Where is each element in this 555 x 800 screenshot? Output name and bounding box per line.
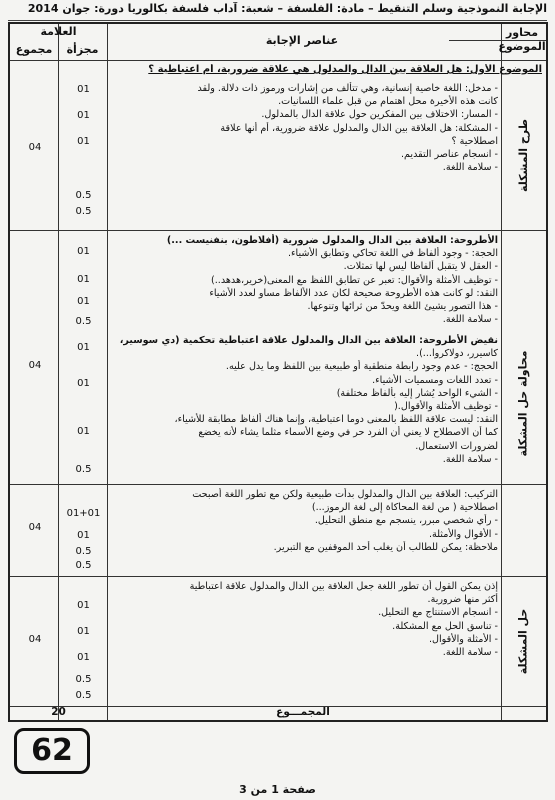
thesis-line: - سلامة اللغة.	[442, 314, 498, 326]
antithesis-line: كاسيرر، دولاكروا...).	[416, 348, 498, 360]
synthesis-line: - الأقوال والأمثلة.	[428, 528, 498, 540]
section-total: 04	[28, 360, 42, 371]
grading-table	[8, 22, 548, 722]
synthesis-section	[108, 488, 498, 554]
synthesis-line: اصطلاحية ( من لغة المحاكاة إلى لغة الرموز...)	[311, 502, 498, 514]
antithesis-line: لضرورات الاستعمال.	[415, 440, 498, 452]
mark: 0.5	[75, 690, 92, 701]
antithesis-section	[108, 334, 498, 466]
conclusion-line: - انسجام الاستنتاج مع التحليل.	[378, 607, 498, 619]
intro-total	[12, 82, 58, 230]
antithesis-line: نقيض الأطروحة: العلاقة بين الدال والمدلول علاقة اعتباطية تحكمية (دي سوسير،	[119, 335, 498, 346]
mark-header: العلامة	[40, 25, 77, 38]
antithesis-line: النقد: ليست علاقة اللفظ بالمعنى دوما اعتباطية، وإنما هناك ألفاظ مطابقة للأشياء،	[174, 414, 498, 426]
partial-header: مجزأة	[66, 43, 99, 56]
middle-total	[12, 230, 58, 484]
section-total: 04	[28, 142, 42, 153]
axis-problem: طرح المشكلة	[516, 118, 530, 192]
mark: 01	[77, 110, 90, 121]
axis-solution-attempt: محاولة حل المشكلة	[516, 350, 530, 456]
intro-line: - مدخل: اللغة خاصية إنسانية، وهي تتألف من إشارات ورموز ذات دلالة. ولقد	[197, 83, 498, 94]
thesis-line: - توظيف الأمثلة والأقوال: تعبر عن تطابق اللفظ مع المعنى(خرير،هدهد..)	[211, 274, 498, 286]
intro-line: - سلامة اللغة.	[442, 162, 498, 174]
mark: 0.5	[75, 546, 92, 557]
intro-marks	[60, 82, 107, 230]
antithesis-line: - تعدد اللغات ومسميات الأشياء.	[372, 374, 498, 386]
intro-line: اصطلاحية ؟	[451, 135, 498, 147]
section-divider-2	[10, 484, 546, 485]
col-divider-total	[58, 24, 59, 720]
thesis-marks	[60, 234, 107, 330]
mark: 0.5	[75, 674, 92, 685]
intro-section	[108, 82, 498, 174]
section-divider-1	[10, 230, 546, 231]
thesis-line: الأطروحة: العلاقة بين الدال والمدلول ضرورية (أفلاطون، بنفنيست ...)	[166, 235, 498, 246]
conclusion-section	[108, 580, 498, 659]
mark: 01	[77, 530, 90, 541]
conclusion-line: - سلامة اللغة.	[442, 647, 498, 659]
antithesis-line: الحجج: - عدم وجود رابطة منطقية أو طبيعية بين اللفظ وما يدل عليه.	[225, 361, 498, 373]
sum-label: المجمـــوع	[276, 706, 330, 718]
elements-header: عناصر الإجابة	[265, 34, 339, 47]
conclusion-marks	[60, 580, 107, 704]
conclusion-line: - تناسق الحل مع المشكلة.	[392, 620, 498, 632]
conclusion-total	[12, 580, 58, 704]
axis-solution: حل المشكلة	[516, 608, 530, 674]
section-total: 04	[28, 634, 42, 645]
header-bottom-line	[10, 60, 546, 61]
synthesis-line: ملاحظة: يمكن للطالب أن يغلب أحد الموقفين مع التبرير.	[273, 541, 498, 553]
intro-line: - انسجام عناصر التقديم.	[400, 149, 498, 161]
antithesis-line: كما أن الاصطلاح لا يعني أن الفرد حر في وضع الأسماء مثلما يشاء لأنه يخضع	[198, 427, 498, 439]
mark: 0.5	[75, 316, 92, 327]
section-total: 04	[28, 522, 42, 533]
page-header: الإجابة النموذجية وسلم التنقيط – مادة: الفلسفة – شعبة: آداب فلسفة بكالوريا دورة: جوان 2014	[8, 2, 547, 21]
antithesis-line: - الشيء الواحد يُشار إليه بألفاظ مختلفة)	[336, 387, 498, 399]
mark: 01+01	[66, 508, 101, 519]
intro-line: - المشكلة: هل العلاقة بين الدال والمدلول علاقة ضرورية، أم أنها علاقة	[220, 122, 498, 134]
mark: 0.5	[75, 190, 92, 201]
synthesis-marks	[60, 488, 107, 574]
synthesis-line: التركيب: العلاقة بين الدال والمدلول بدأت طبيعية ولكن مع تطور اللغة أصبحت	[192, 489, 498, 500]
mark: 0.5	[75, 464, 92, 475]
thesis-line: - هذا التصور يشيئ اللغة ويحدّ من ثرائها وتنوعها.	[307, 301, 498, 313]
mark: 01	[77, 274, 90, 285]
mark: 0.5	[75, 206, 92, 217]
mark: 01	[77, 652, 90, 663]
synthesis-total	[12, 488, 58, 574]
antithesis-line: - توظيف الأمثلة والأقوال.(	[394, 401, 498, 413]
total-header: مجموع	[15, 43, 53, 56]
thesis-line: النقد: لو كانت هذه الأطروحة صحيحة لكان عدد الألفاظ مساو لعدد الأشياء	[209, 287, 498, 299]
mark: 01	[77, 342, 90, 353]
mark: 01	[77, 600, 90, 611]
sum-value: 20	[51, 706, 66, 718]
page-number-box: 62	[14, 728, 90, 774]
axes-header: محاور الموضوع	[498, 26, 546, 53]
mark: 01	[77, 136, 90, 147]
antithesis-line: - سلامة اللغة.	[442, 453, 498, 465]
page-footer: صفحة 1 من 3	[239, 783, 316, 796]
mark: 01	[77, 626, 90, 637]
intro-line: كانت هذه الأخيرة محل اهتمام من قبل علماء اللسانيات.	[278, 96, 498, 108]
synthesis-line: - رأي شخصي مبرر، ينسجم مع منطق التحليل.	[314, 515, 498, 527]
thesis-section	[108, 234, 498, 326]
section-divider-3	[10, 576, 546, 577]
mark: 01	[77, 246, 90, 257]
intro-line: - المسار: الاختلاف بين المفكرين حول علاقة الدال بالمدلول.	[261, 109, 498, 121]
mark: 01	[77, 84, 90, 95]
mark: 01	[77, 296, 90, 307]
mark: 01	[77, 378, 90, 389]
antithesis-marks	[60, 334, 107, 480]
conclusion-line: إذن يمكن القول أن تطور اللغة جعل العلاقة بين الدال والمدلول علاقة اعتباطية	[189, 581, 498, 592]
mark: 0.5	[75, 560, 92, 571]
thesis-line: الحجة: - وجود ألفاظ في اللغة تحاكي وتطابق الأشياء.	[287, 248, 498, 260]
mark: 01	[77, 426, 90, 437]
conclusion-line: أكثر منها ضرورية.	[427, 594, 498, 606]
conclusion-line: - الأمثلة والأقوال.	[428, 633, 498, 645]
topic-title: الموضوع الأول: هل العلاقة بين الدال والمدلول هي علاقة ضرورية، أم اعتباطية ؟	[148, 64, 542, 75]
thesis-line: - العقل لا يتقبل ألفاظا ليس لها تمثلات.	[343, 261, 498, 273]
